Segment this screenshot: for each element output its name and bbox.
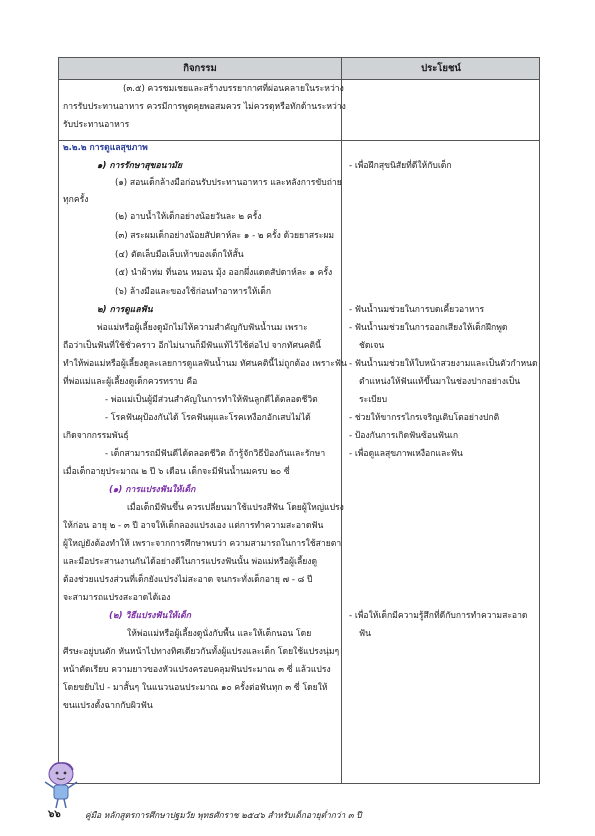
text-line: และมือประสานงานกันได้อย่างดีในการแปรงฟันนั้น พ่อแม่หรือผู้เลี้ยงดู (63, 557, 318, 567)
text-line: เกิดจากกรรมพันธุ์ (63, 431, 129, 441)
subsection-heading: ๒) การดูแลฟัน (97, 305, 153, 315)
column-divider (341, 58, 342, 783)
benefit-item: - เพื่อดูแลสุขภาพเหงือกและฟัน (349, 449, 463, 459)
header-activity: กิจกรรม (183, 63, 217, 74)
benefit-item: - ป้องกันการเกิดฟันซ้อนฟันเก (349, 431, 459, 441)
text-line: ถือว่าเป็นฟันที่ใช้ชั่วคราว อีกไม่นานก็มีฟันแท้ไว้ใช้ต่อไป จากทัศนคตินี้ (63, 341, 321, 351)
text-line: เมื่อเด็กมีฟันขึ้น ควรเปลี่ยนมาใช้แปรงสีฟัน โดยผู้ใหญ่แปรง (127, 503, 344, 513)
benefit-item: - เพื่อให้เด็กมีความรู้สึกที่ดีกับการทำความสะอาด (349, 611, 528, 621)
section-heading: ๒.๒.๒ การดูแลสุขภาพ (63, 143, 148, 153)
text-line: (๓) สระผมเด็กอย่างน้อยสัปดาห์ละ ๑ - ๒ ครั้ง ด้วยยาสระผม (115, 231, 335, 241)
text-line: ทำให้พ่อแม่หรือผู้เลี้ยงดูละเลยการดูแลฟันน้ำนม ทัศนคตินี้ไม่ถูกต้อง เพราะฟัน (63, 359, 347, 369)
benefit-item: - ฟันน้ำนมช่วยในการออกเสียงให้เด็กฝึกพูด (349, 323, 508, 333)
text-line: - พ่อแม่เป็นผู้มีส่วนสำคัญในการทำให้ฟันลูกดีได้ตลอดชีวิต (105, 395, 318, 405)
benefit-item: - เพื่อฝึกสุขนิสัยที่ดีให้กับเด็ก (349, 161, 452, 171)
text-line: โดยขยับไป - มาสั้นๆ ในแนวนอนประมาณ ๑๐ ครั้งต่อฟันทุก ๓ ซี่ โดยให้ (63, 683, 328, 693)
text-line: ให้ก่อน อายุ ๒ - ๓ ปี อาจให้เด็กลองแปรงเอง แต่การทำความสะอาดฟัน (63, 521, 324, 531)
text-line: ให้พ่อแม่หรือผู้เลี้ยงดูนั่งกับพื้น และให้เด็กนอน โดย (127, 629, 312, 639)
text-line: (๒) อาบน้ำให้เด็กอย่างน้อยวันละ ๒ ครั้ง (115, 212, 262, 222)
footer-text: คู่มือ หลักสูตรการศึกษาปฐมวัย พุทธศักราช ๒๕๔๖ สำหรับเด็กอายุต่ำกว่า ๓ ปี (85, 810, 362, 820)
text-line: - เด็กสามารถมีฟันดีได้ตลอดชีวิต ถ้ารู้จักวิธีป้องกันและรักษา (105, 449, 326, 459)
benefit-item: - ฟันน้ำนมช่วยในการบดเคี้ยวอาหาร (349, 305, 485, 315)
subsection-heading: ๑) การรักษาสุขอนามัย (97, 161, 183, 171)
subsection-heading: (๑) การแปรงฟันให้เด็ก (109, 485, 196, 495)
benefit-item: - ฟันน้ำนมช่วยให้ใบหน้าสวยงามและเป็นตัวกำหนด (349, 359, 538, 369)
text-line: หน้าตัดเรียบ ความยาวของหัวแปรงครอบคลุมฟันประมาณ ๓ ซี่ แล้วแปรง (63, 665, 331, 675)
text-line: จะสามารถแปรงสะอาดได้เอง (63, 593, 171, 603)
table-header (59, 58, 539, 80)
text-line: (๖) ล้างมือและของใช้ก่อนทำอาหารให้เด็ก (115, 287, 272, 297)
text-line: ขนแปรงตั้งฉากกับผิวฟัน (63, 701, 153, 711)
text-line: (๓.๕) ควรชมเชยและสร้างบรรยากาศที่ผ่อนคลายในระหว่าง (123, 84, 344, 94)
page-number: ๖๖ (48, 809, 61, 820)
benefit-item: ชัดเจน (359, 341, 385, 351)
text-line: ผู้ใหญ่ยังต้องทำให้ เพราะจากการศึกษาพบว่า ความสามารถในการใช้สายตา (63, 539, 342, 549)
benefit-item: ตำแหน่งให้ฟันแท้ขึ้นมาในช่องปากอย่างเป็น (359, 377, 521, 387)
row-divider (59, 140, 539, 141)
text-line: (๕) นำผ้าห่ม ที่นอน หมอน มุ้ง ออกผึ่งแดดสัปดาห์ละ ๑ ครั้ง (115, 268, 333, 278)
text-line: - โรคฟันผุป้องกันได้ โรคฟันผุและโรคเหงือกอักเสบไม่ได้ (105, 413, 311, 423)
page-footer (40, 760, 560, 820)
text-line: พ่อแม่หรือผู้เลี้ยงดูมักไม่ให้ความสำคัญกับฟันน้ำนม เพราะ (97, 323, 308, 333)
benefit-item: ระเบียบ (359, 395, 388, 405)
benefit-item: ฟัน (359, 629, 371, 639)
text-line: ที่พ่อแม่และผู้เลี้ยงดูเด็กควรทราบ คือ (63, 377, 198, 387)
text-line: (๑) สอนเด็กล้างมือก่อนรับประทานอาหาร และหลังการขับถ่าย (115, 178, 342, 188)
text-line: การรับประทานอาหาร ควรมีการพูดคุยพอสมควร ไม่ควรดุหรือทักด้านระหว่าง (63, 102, 346, 112)
benefit-item: - ช่วยให้ขากรรไกรเจริญเติบโตอย่างปกติ (349, 413, 500, 423)
child-mascot-icon (40, 760, 82, 812)
text-line: รับประทานอาหาร (63, 120, 130, 130)
activity-table (58, 57, 540, 784)
subsection-heading: (๒) วิธีแปรงฟันให้เด็ก (109, 611, 191, 621)
text-line: ทุกครั้ง (63, 195, 89, 205)
text-line: (๔) ตัดเล็บมือเล็บเท้าของเด็กให้สั้น (115, 250, 244, 260)
text-line: ศีรษะอยู่บนตัก หันหน้าไปทางทิศเดียวกันทั้งผู้แปรงและเด็ก โดยใช้แปรงนุ่มๆ (63, 647, 340, 657)
header-benefit: ประโยชน์ (421, 63, 461, 74)
text-line: เมื่อเด็กอายุประมาณ ๒ ปี ๖ เดือน เด็กจะมีฟันน้ำนมครบ ๒๐ ซี่ (63, 467, 290, 477)
text-line: ต้องช่วยแปรงส่วนที่เด็กยังแปรงไม่สะอาด จนกระทั่งเด็กอายุ ๗ - ๘ ปี (63, 575, 313, 585)
